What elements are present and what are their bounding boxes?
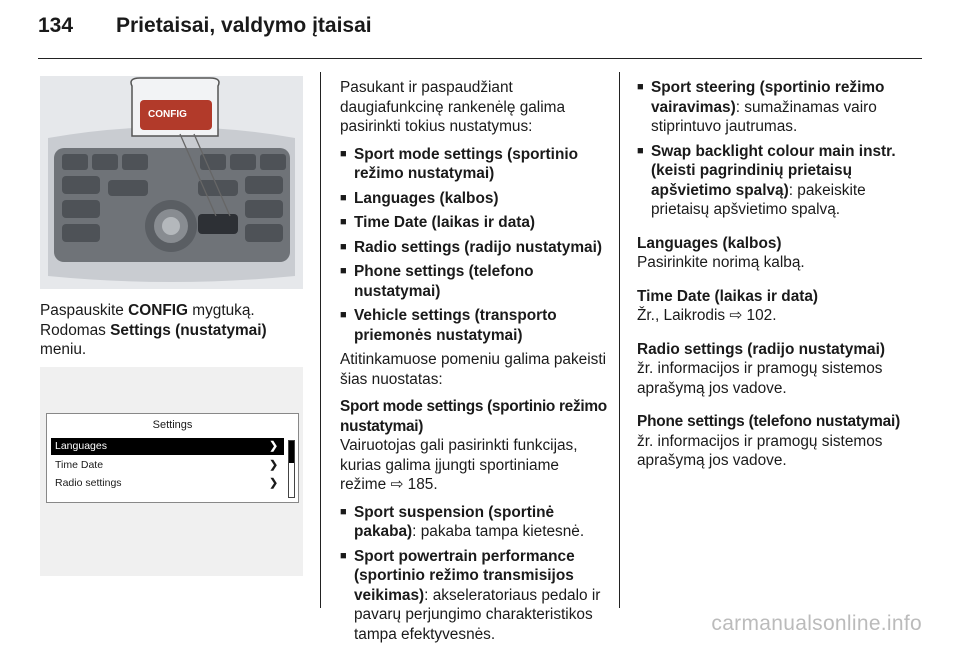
list-item: ■ Radio settings (radijo nustatymai) (340, 238, 608, 258)
screen-row-time-date: Time Date ❯ (51, 457, 284, 474)
section-heading: Time Date (laikas ir data) (637, 287, 819, 305)
chevron-right-icon: ❯ (269, 477, 278, 489)
control-panel-illustration (40, 76, 303, 289)
column-1-text (40, 301, 310, 368)
screen-scrollbar (288, 440, 295, 498)
list-item: ■ Sport mode settings (sportinio režimo nustatymai) (340, 145, 608, 184)
screen-row-radio-settings: Radio settings ❯ (51, 475, 284, 492)
chevron-right-icon: ❯ (269, 459, 278, 471)
page-header (38, 14, 372, 38)
press-config-paragraph: Paspauskite CONFIG mygtuką. Rodomas Settings (nustatymai) meniu. (40, 302, 267, 358)
section-text: Pasirinkite norimą kalbą. (637, 254, 805, 271)
section-heading: Radio settings (radijo nustatymai) (637, 340, 885, 358)
sport-mode-heading: Sport mode settings (sportinio režimo nustatymai) (340, 398, 607, 435)
list-item: ■ Sport powertrain performance (sportinio režimo transmisijos veikimas): akseleratoriaus pedalo ir pavarų perjungimo charakteristikos tampa efektyvesnės. (340, 547, 608, 645)
watermark: carmanualsonline.info (711, 612, 922, 635)
column-2-text (340, 78, 608, 649)
page-number: 134 (38, 14, 74, 37)
page-title: Prietaisai, valdymo įtaisai (116, 14, 372, 37)
config-panel-photo (40, 76, 303, 289)
settings-screen-title: Settings (152, 419, 193, 431)
list-item: ■ Time Date (laikas ir data) (340, 213, 608, 233)
list-item: ■ Sport suspension (sportinė pakaba): pakaba tampa kietesnė. (340, 503, 608, 542)
config-button-label: CONFIG (148, 109, 187, 120)
column-divider-1 (320, 72, 321, 608)
list-item: ■ Vehicle settings (transporto priemonės nustatymai) (340, 306, 608, 345)
settings-screen (46, 413, 299, 503)
list-item: ■ Languages (kalbos) (340, 189, 608, 209)
section-heading: Languages (kalbos) (637, 234, 782, 252)
settings-screen-image (40, 367, 303, 576)
list-item: ■ Sport steering (sportinio režimo vairavimas): sumažinamas vairo stiprintuvo jautrumas. (637, 78, 907, 137)
list-item: ■ Phone settings (telefono nustatymai) (340, 262, 608, 301)
column-3-text (637, 78, 907, 479)
header-rule (38, 58, 922, 59)
chevron-right-icon: ❯ (269, 440, 278, 452)
submenu-paragraph: Atitinkamuose pomeniu galima pakeisti šias nuostatas: (340, 351, 607, 388)
section-text: žr. informacijos ir pramogų sistemos aprašymą jos vadove. (637, 432, 883, 469)
intro-paragraph: Pasukant ir paspaudžiant daugiafunkcinę rankenėlę galima pasirinkti tokius nustatymus: (340, 79, 566, 135)
section-text: Žr., Laikrodis ⇨ 102. (637, 307, 777, 324)
sport-mode-paragraph: Vairuotojas gali pasirinkti funkcijas, kurias galima įjungti sportiniame režime ⇨ 185. (340, 437, 578, 493)
column-divider-2 (619, 72, 620, 608)
section-heading: Phone settings (telefono nustatymai) (637, 413, 901, 430)
section-text: žr. informacijos ir pramogų sistemos aprašymą jos vadove. (637, 360, 883, 397)
list-item: ■ Swap backlight colour main instr. (keisti pagrindinių prietaisų apšvietimo spalvą): pakeiskite prietaisų apšvietimo spalvą. (637, 142, 907, 220)
reference-arrow-icon: ⇨ (390, 476, 404, 493)
screen-row-languages: Languages ❯ (51, 438, 284, 455)
